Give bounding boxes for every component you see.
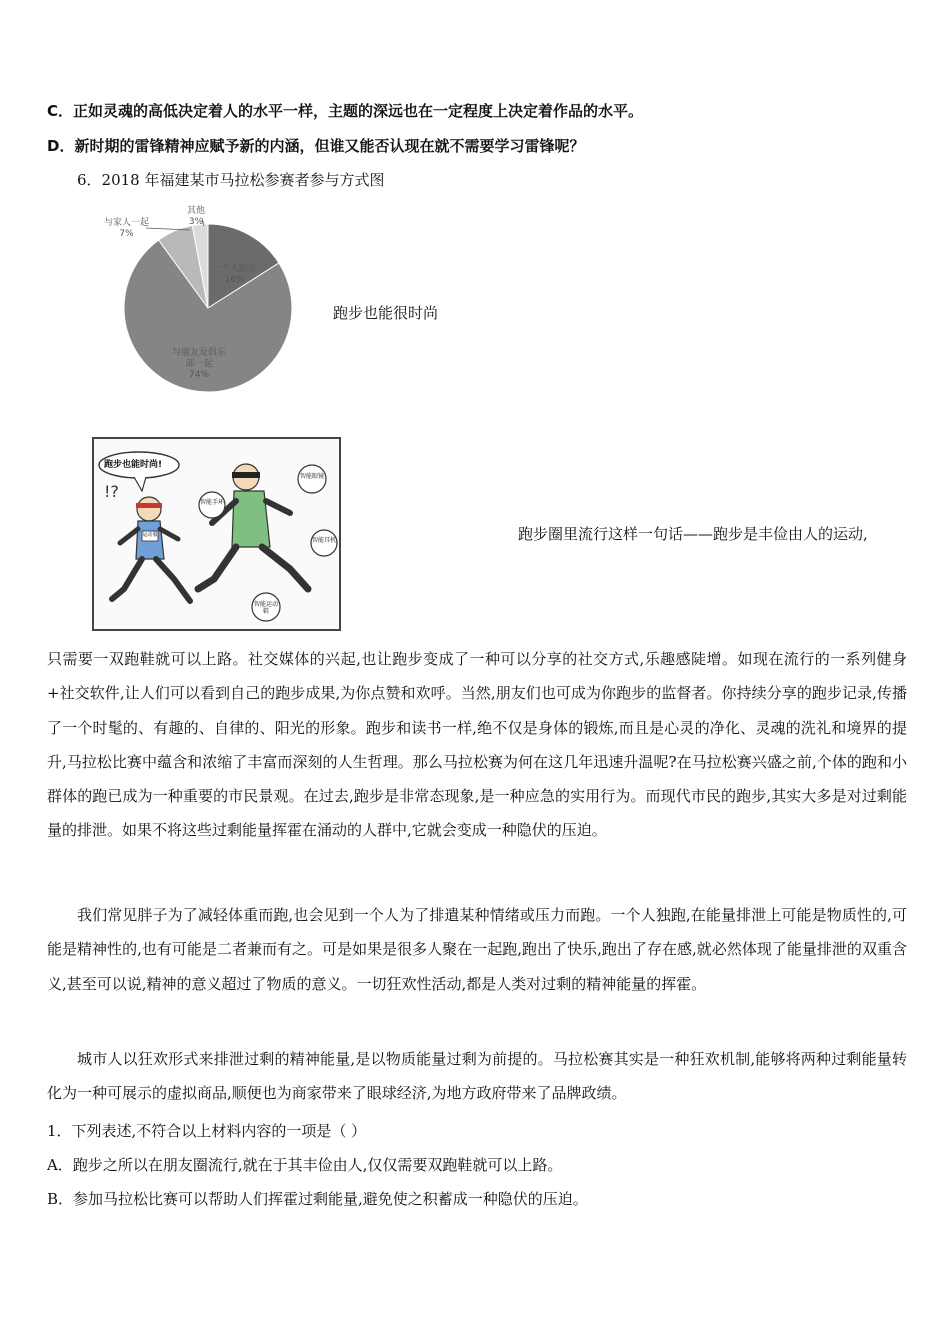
pie-chart: [100, 198, 310, 403]
option-a: A．跑步之所以在朋友圈流行,就在于其丰俭由人,仅仅需要双跑鞋就可以上路。: [47, 1156, 563, 1174]
pie-side-caption: 跑步也能很时尚: [333, 304, 439, 322]
comic-bubble-text: 跑步也能时尚!: [104, 460, 163, 470]
pie-label-other: 其他 3%: [187, 206, 206, 227]
paragraph-2: 我们常见胖子为了减轻体重而跑,也会见到一个人为了排遣某种情绪或压力而跑。一个人独跑,在能量排泄上可能是物质性的,可能是精神性的,也有可能是二者兼而有之。可是如果是很多人聚在一起跑,跑出了快乐,跑出了存在感,就必然体现了能量排泄的双重含义,甚至可以说,精神的意义超过了物质的意义。一切狂欢性活动,都是人类对过剩的精神能量的挥霍。: [47, 906, 907, 993]
comic-label-watch: 智能手环: [200, 499, 225, 506]
comic-label-shoes: 智能运动鞋: [253, 601, 278, 615]
comic-side-text: 跑步圈里流行这样一句话——跑步是丰俭由人的运动,: [518, 525, 868, 543]
option-c: C．正如灵魂的高低决定着人的水平一样，主题的深远也在一定程度上决定着作品的水平。: [47, 102, 644, 120]
comic-label-shirt: 运动服: [142, 532, 158, 538]
paragraph-1: 只需要一双跑鞋就可以上路。社交媒体的兴起,也让跑步变成了一种可以分享的社交方式,乐趣感陡增。如现在流行的一系列健身+社交软件,让人们可以看到自己的跑步成果,为你点赞和欢呼。当然,朋友们也可成为你跑步的监督者。你持续分享的跑步记录,传播了一个时髦的、有趣的、自律的、阳光的形象。跑步和读书一样,绝不仅是身体的锻炼,而且是心灵的净化、灵魂的洗礼和境界的提升,马拉松比赛中蕴含和浓缩了丰富而深刻的人生哲理。那么马拉松赛为何在这几年迅速升温呢?在马拉松赛兴盛之前,个体的跑和小群体的跑已成为一种重要的市民景观。在过去,跑步是非常态现象,是一种应急的实用行为。而现代市民的跑步,其实大多是对过剩能量的排泄。如果不将这些过剩能量挥霍在涌动的人群中,它就会变成一种隐伏的压迫。: [47, 650, 907, 840]
svg-text:!?: !?: [104, 482, 119, 501]
pie-label-friends: 与朋友及俱乐 部一起 74%: [172, 348, 227, 380]
option-b: B．参加马拉松比赛可以帮助人们挥霍过剩能量,避免使之积蓄成一种隐伏的压迫。: [47, 1190, 588, 1208]
option-d: D．新时期的雷锋精神应赋予新的内涵，但谁又能否认现在就不需要学习雷锋呢？: [47, 137, 585, 155]
running-comic-illustration: [92, 437, 341, 631]
comic-label-earphone: 智能耳机: [312, 537, 337, 544]
question-6-title: 6．2018 年福建某市马拉松参赛者参与方式图: [77, 171, 385, 189]
pie-label-solo: 一个人跑步 16%: [212, 264, 258, 285]
question-1: 1．下列表述,不符合以上材料内容的一项是（ ）: [47, 1122, 367, 1140]
paragraph-3: 城市人以狂欢形式来排泄过剩的精神能量,是以物质能量过剩为前提的。马拉松赛其实是一种狂欢机制,能够将两种过剩能量转化为一种可展示的虚拟商品,顺便也为商家带来了眼球经济,为地方政府带来了品牌政绩。: [47, 1050, 907, 1103]
pie-label-family: 与家人一起 7%: [104, 218, 150, 239]
comic-label-glasses: 智能眼镜: [300, 473, 325, 480]
